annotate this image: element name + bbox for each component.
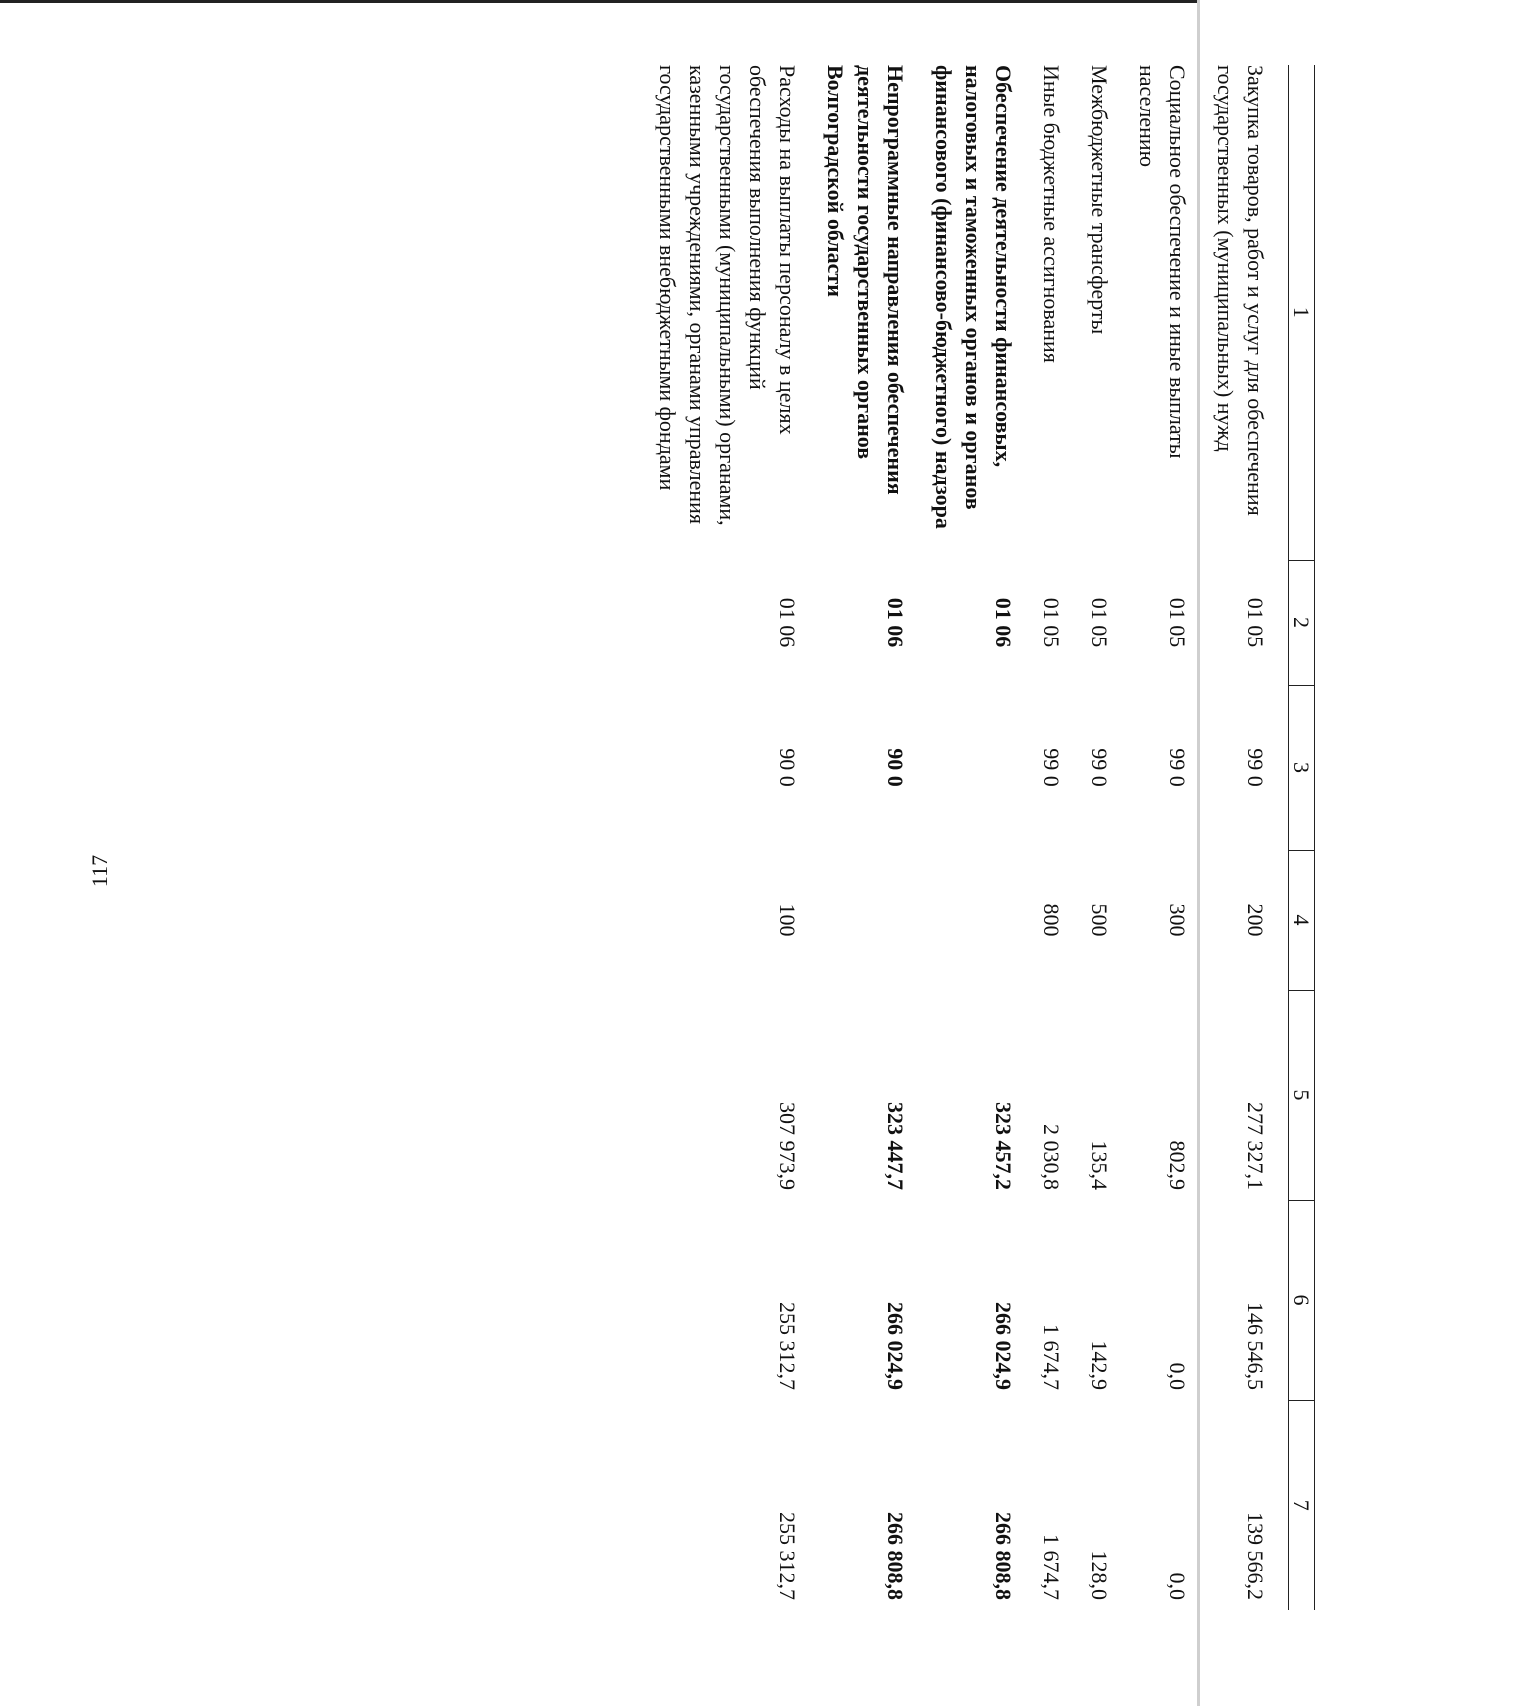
column-header: 1 [1289, 65, 1315, 560]
expense-type-code: 800 [1039, 903, 1064, 937]
amount-column-5: 2 030,8 [1039, 1124, 1064, 1190]
amount-column-5: 307 973,9 [775, 1102, 800, 1190]
amount-column-5: 323 447,7 [883, 1102, 908, 1190]
amount-column-7: 266 808,8 [883, 1512, 908, 1600]
amount-column-6: 142,9 [1087, 1340, 1112, 1390]
amount-column-6: 146 546,5 [1243, 1302, 1268, 1390]
amount-column-7: 255 312,7 [775, 1512, 800, 1600]
page-number: 117 [87, 854, 112, 888]
column-header: 4 [1289, 850, 1315, 990]
amount-column-7: 266 808,8 [991, 1512, 1016, 1600]
row-name: Социальное обеспечение и иные выплаты населению [1135, 65, 1190, 459]
amount-column-7: 0,0 [1165, 1572, 1190, 1600]
target-article-code: 99 0 [1165, 748, 1190, 787]
table-row [652, 65, 820, 1610]
section-code: 01 06 [991, 597, 1016, 648]
section-code: 01 05 [1039, 597, 1064, 648]
section-code: 01 06 [883, 597, 908, 648]
column-header: 2 [1289, 560, 1315, 685]
table-header-row [1289, 65, 1315, 1610]
column-header: 7 [1289, 1400, 1315, 1610]
row-name: Межбюджетные трансферты [1087, 65, 1112, 335]
row-name: Закупка товаров, работ и услуг для обеспечения государственных (муниципальных) нужд [1213, 65, 1268, 516]
amount-column-5: 323 457,2 [991, 1102, 1016, 1190]
target-article-code: 90 0 [775, 748, 800, 787]
amount-column-6: 0,0 [1165, 1362, 1190, 1390]
section-code: 01 05 [1165, 597, 1190, 648]
expense-type-code: 300 [1165, 903, 1190, 937]
section-code: 01 05 [1243, 597, 1268, 648]
table-row [820, 65, 928, 1610]
row-name: Расходы на выплаты персоналу в целях обеспечения выполнения функций государственными (муниципальными) органами, казенными учреждениями, органами управления государственными внебюджетными фондами [655, 65, 800, 526]
expense-type-code [928, 850, 1036, 990]
amount-column-5: 135,4 [1087, 1140, 1112, 1190]
amount-column-7: 1 674,7 [1039, 1534, 1064, 1600]
amount-column-6: 1 674,7 [1039, 1324, 1064, 1390]
amount-column-6: 255 312,7 [775, 1302, 800, 1390]
target-article-code [928, 685, 1036, 850]
row-name: Непрограммные направления обеспечения деятельности государственных органов Волгоградской области [823, 65, 908, 495]
expense-type-code: 500 [1087, 903, 1112, 937]
target-article-code: 99 0 [1039, 748, 1064, 787]
rotated-sheet [330, 0, 1530, 1640]
amount-column-6: 266 024,9 [883, 1302, 908, 1390]
table-row [1036, 65, 1084, 1610]
target-article-code: 90 0 [883, 748, 908, 787]
section-code: 01 05 [1087, 597, 1112, 648]
target-article-code: 99 0 [1087, 748, 1112, 787]
table-row [1132, 65, 1210, 1610]
target-article-code: 99 0 [1243, 748, 1268, 787]
column-header: 6 [1289, 1200, 1315, 1400]
amount-column-5: 277 327,1 [1243, 1102, 1268, 1190]
expense-type-code: 200 [1243, 903, 1268, 937]
amount-column-7: 128,0 [1087, 1550, 1112, 1600]
row-name: Иные бюджетные ассигнования [1039, 65, 1064, 363]
column-header: 5 [1289, 990, 1315, 1200]
row-name: Обеспечение деятельности финансовых, налоговых и таможенных органов и органов финансового (финансово-бюджетного) надзора [931, 65, 1016, 529]
expense-type-code: 100 [775, 903, 800, 937]
table-row [928, 65, 1036, 1610]
column-header: 3 [1289, 685, 1315, 850]
section-code: 01 06 [775, 597, 800, 648]
amount-column-7: 139 566,2 [1243, 1512, 1268, 1600]
expense-type-code [820, 850, 928, 990]
table-row [1210, 65, 1289, 1610]
amount-column-6: 266 024,9 [991, 1302, 1016, 1390]
table-row [1084, 65, 1132, 1610]
budget-table [652, 65, 1315, 1610]
amount-column-5: 802,9 [1165, 1140, 1190, 1190]
